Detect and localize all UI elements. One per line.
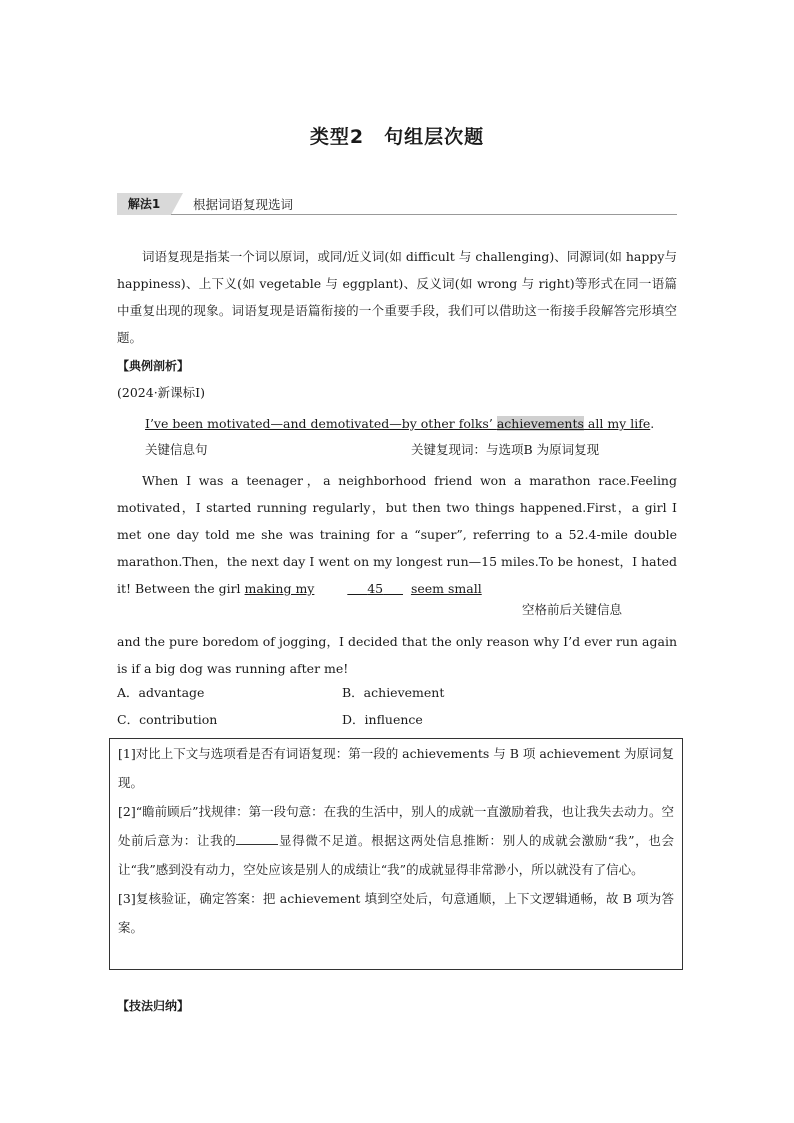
key-word-achievements: achievements xyxy=(496,416,584,431)
key-sentence xyxy=(145,414,654,434)
analysis-step-3: [3]复核验证，确定答案：把 achievement 填到空处后，句意通顺，上下文逻辑通畅，故 B 项为答案。 xyxy=(118,891,674,935)
intro-paragraph: 词语复现是指某一个词以原词，或同/近义词(如 difficult 与 challenging)、同源词(如 happy与 happiness)、上下义(如 vegetable 与 eggplant)、反义词(如 wrong 与 right)等形式在同一语篇中重复出现的现象。词语复现是语篇衔接的一个重要手段，我们可以借助这一衔接手段解答完形填空题。 xyxy=(117,249,677,345)
note-key-sentence: 关键信息句 xyxy=(145,442,208,457)
note-blank-context: 空格前后关键信息 xyxy=(522,602,623,617)
passage-seem-small: seem small xyxy=(410,581,482,596)
option-b: B．achievement xyxy=(342,685,445,700)
key-sentence-part4: all my life xyxy=(583,416,651,431)
method-underline xyxy=(171,214,677,215)
method-tag-slant xyxy=(171,193,183,215)
page-title: 类型2 句组层次题 xyxy=(309,126,485,148)
option-a: A．advantage xyxy=(117,685,205,700)
passage-continuation: and the pure boredom of jogging，I decided that the only reason why I’d ever run again is if a big dog was running after me! xyxy=(117,634,677,676)
blank-number: 45 xyxy=(367,581,384,596)
example-heading: 【典例剖析】 xyxy=(117,359,190,373)
analysis-step-2-b: 显得微不足道。根据这两处信息推断：别人的成就会激励“我”，也会让“我”感到没有动力，空处应该是别人的成绩让“我”的成就显得非常渺小，所以就没有了信心。 xyxy=(118,833,674,877)
source-citation: (2024·新课标Ⅰ) xyxy=(117,385,205,400)
key-sentence-part5: . xyxy=(650,416,655,431)
option-d: D．influence xyxy=(342,712,423,727)
key-sentence-part2: other folks’ xyxy=(420,416,497,431)
passage-making-my: making my xyxy=(244,581,315,596)
analysis-blank xyxy=(236,830,278,845)
option-c: C．contribution xyxy=(117,712,218,727)
analysis-step-2-a: [2]“瞻前顾后”找规律：第一段句意：在我的生活中，别人的成就一直激励着我，也让我失去动力。空处前后意为：让我的 xyxy=(118,804,674,848)
method-tag: 解法1 xyxy=(117,193,171,215)
analysis-step-2 xyxy=(118,797,674,884)
analysis-box xyxy=(109,738,683,970)
analysis-step-1: [1]对比上下文与选项看是否有词语复现：第一段的 achievements 与 B 项 achievement 为原词复现。 xyxy=(118,746,675,790)
note-key-word: 关键复现词：与选项B 为原词复现 xyxy=(411,442,600,457)
passage-blank-45 xyxy=(322,575,403,602)
passage-paragraph xyxy=(117,467,677,602)
method-header xyxy=(117,193,677,215)
passage-text: When I was a teenager，a neighborhood friend won a marathon race.Feeling motivated，I started running regularly，but then two things happened.First，a girl I met one day told me she was training for a “super”, referring to a 52.4-mile double marathon.Then，the next day I went on my longest run—15 miles.To be honest，I hated it! Between the girl xyxy=(117,473,677,596)
key-sentence-part1: I’ve been motivated—and demotivated—by xyxy=(145,416,421,431)
method-label: 根据词语复现选词 xyxy=(193,197,294,212)
summary-heading: 【技法归纳】 xyxy=(117,999,190,1013)
